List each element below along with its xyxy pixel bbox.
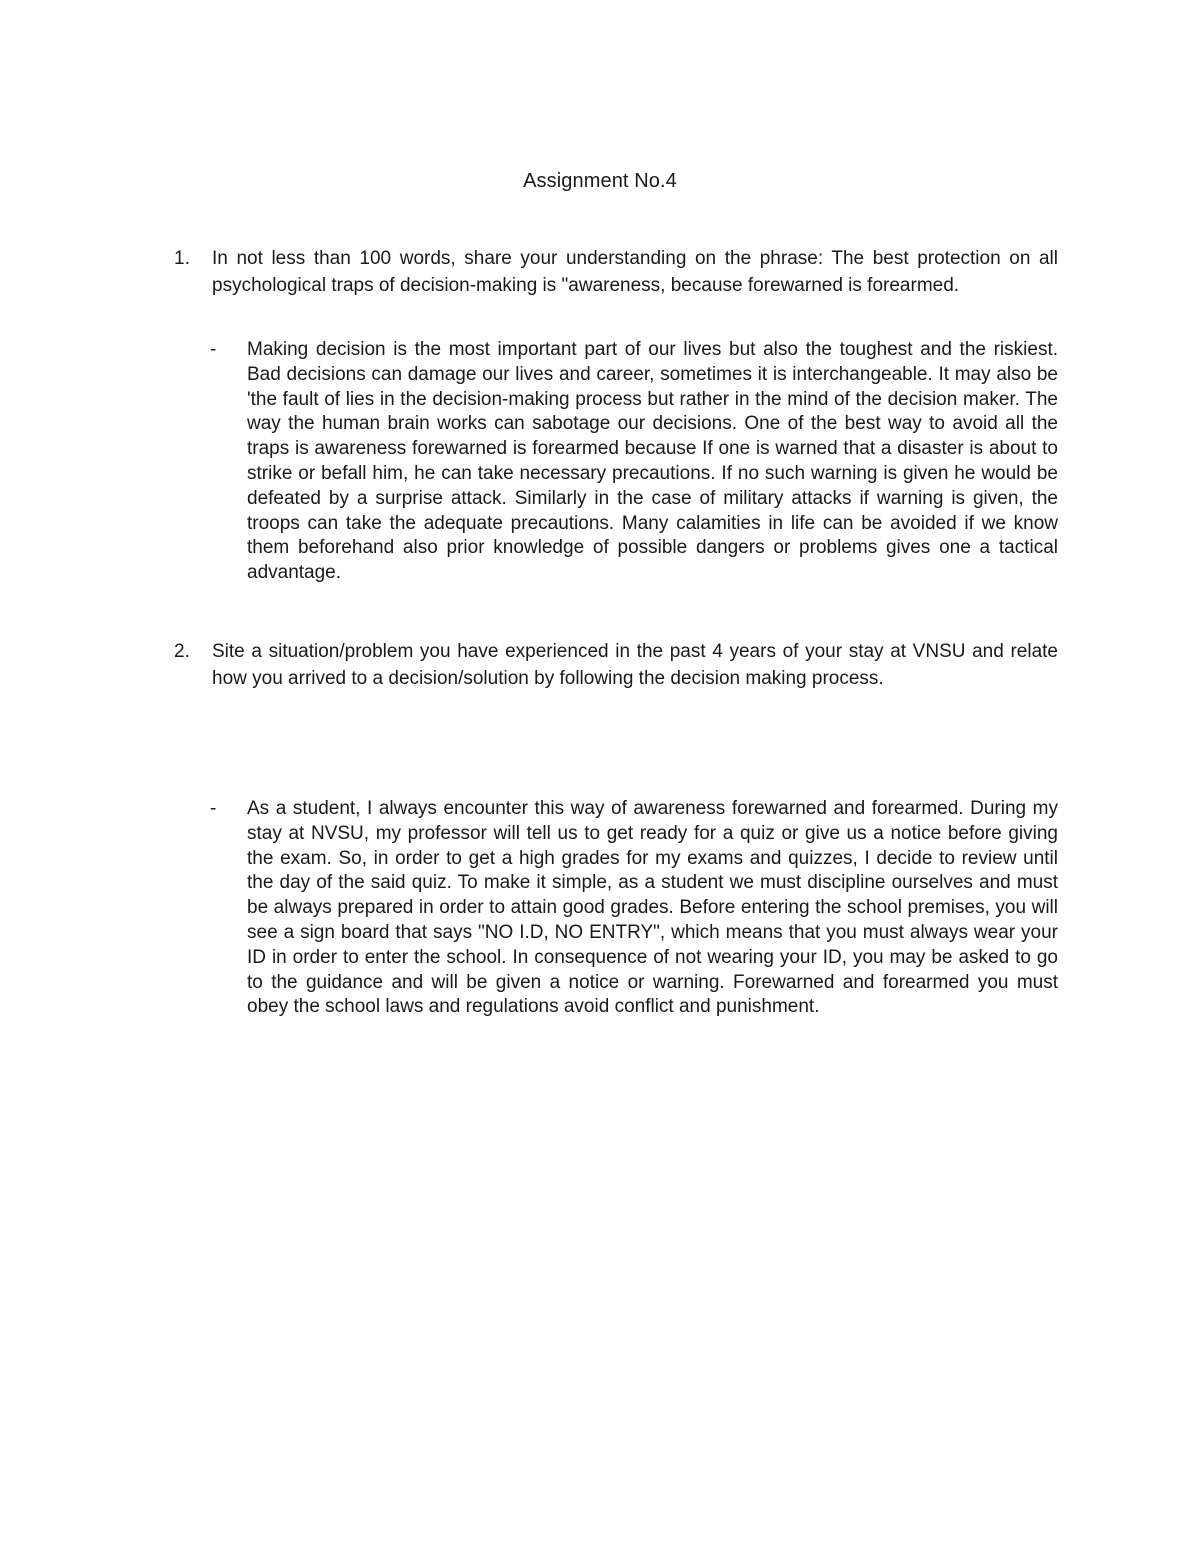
question-2 — [174, 639, 1058, 692]
document-title: Assignment No.4 — [523, 170, 677, 192]
answer-text: Making decision is the most important part of our lives but also the toughest and the riskiest. Bad decisions can damage our lives and career, sometimes it is interchangeable. It may also be 'the fault of lies in the decision-making process but rather in the mind of the decision maker. The way the human brain works can sabotage our decisions. One of the best way to avoid all the traps is awareness forewarned is forearmed because If one is warned that a disaster is about to strike or befall him, he can take necessary precautions. If no such warning is given he would be defeated by a surprise attack. Similarly in the case of military attacks if warning is given, the troops can take the adequate precautions. Many calamities in life can be avoided if we know them beforehand also prior knowledge of possible dangers or problems gives one a tactical advantage. — [247, 339, 1058, 584]
question-number: 1. — [174, 248, 190, 269]
answer-bullet: - — [210, 798, 217, 819]
answer-text: As a student, I always encounter this way of awareness forewarned and forearmed. During my stay at NVSU, my professor will tell us to get ready for a quiz or give us a notice before giving the exam. So, in order to get a high grades for my exams and quizzes, I decide to review until the day of the said quiz. To make it simple, as a student we must discipline ourselves and must be always prepared in order to attain good grades. Before entering the school premises, you will see a sign board that says "NO I.D, NO ENTRY", which means that you must always wear your ID in order to enter the school. In consequence of not wearing your ID, you may be asked to go to the guidance and will be given a notice or warning. Forewarned and forearmed you must obey the school laws and regulations avoid conflict and punishment. — [247, 798, 1058, 1018]
answer-2 — [210, 797, 1058, 1020]
answer-1 — [210, 338, 1058, 586]
question-number: 2. — [174, 641, 190, 662]
question-text: In not less than 100 words, share your understanding on the phrase: The best protection on all psychological traps of decision-making is "awareness, because forewarned is forearmed. — [212, 248, 1058, 296]
answer-bullet: - — [210, 339, 217, 360]
question-1 — [174, 246, 1058, 299]
question-text: Site a situation/problem you have experienced in the past 4 years of your stay at VNSU and relate how you arrived to a decision/solution by following the decision making process. — [212, 641, 1058, 689]
